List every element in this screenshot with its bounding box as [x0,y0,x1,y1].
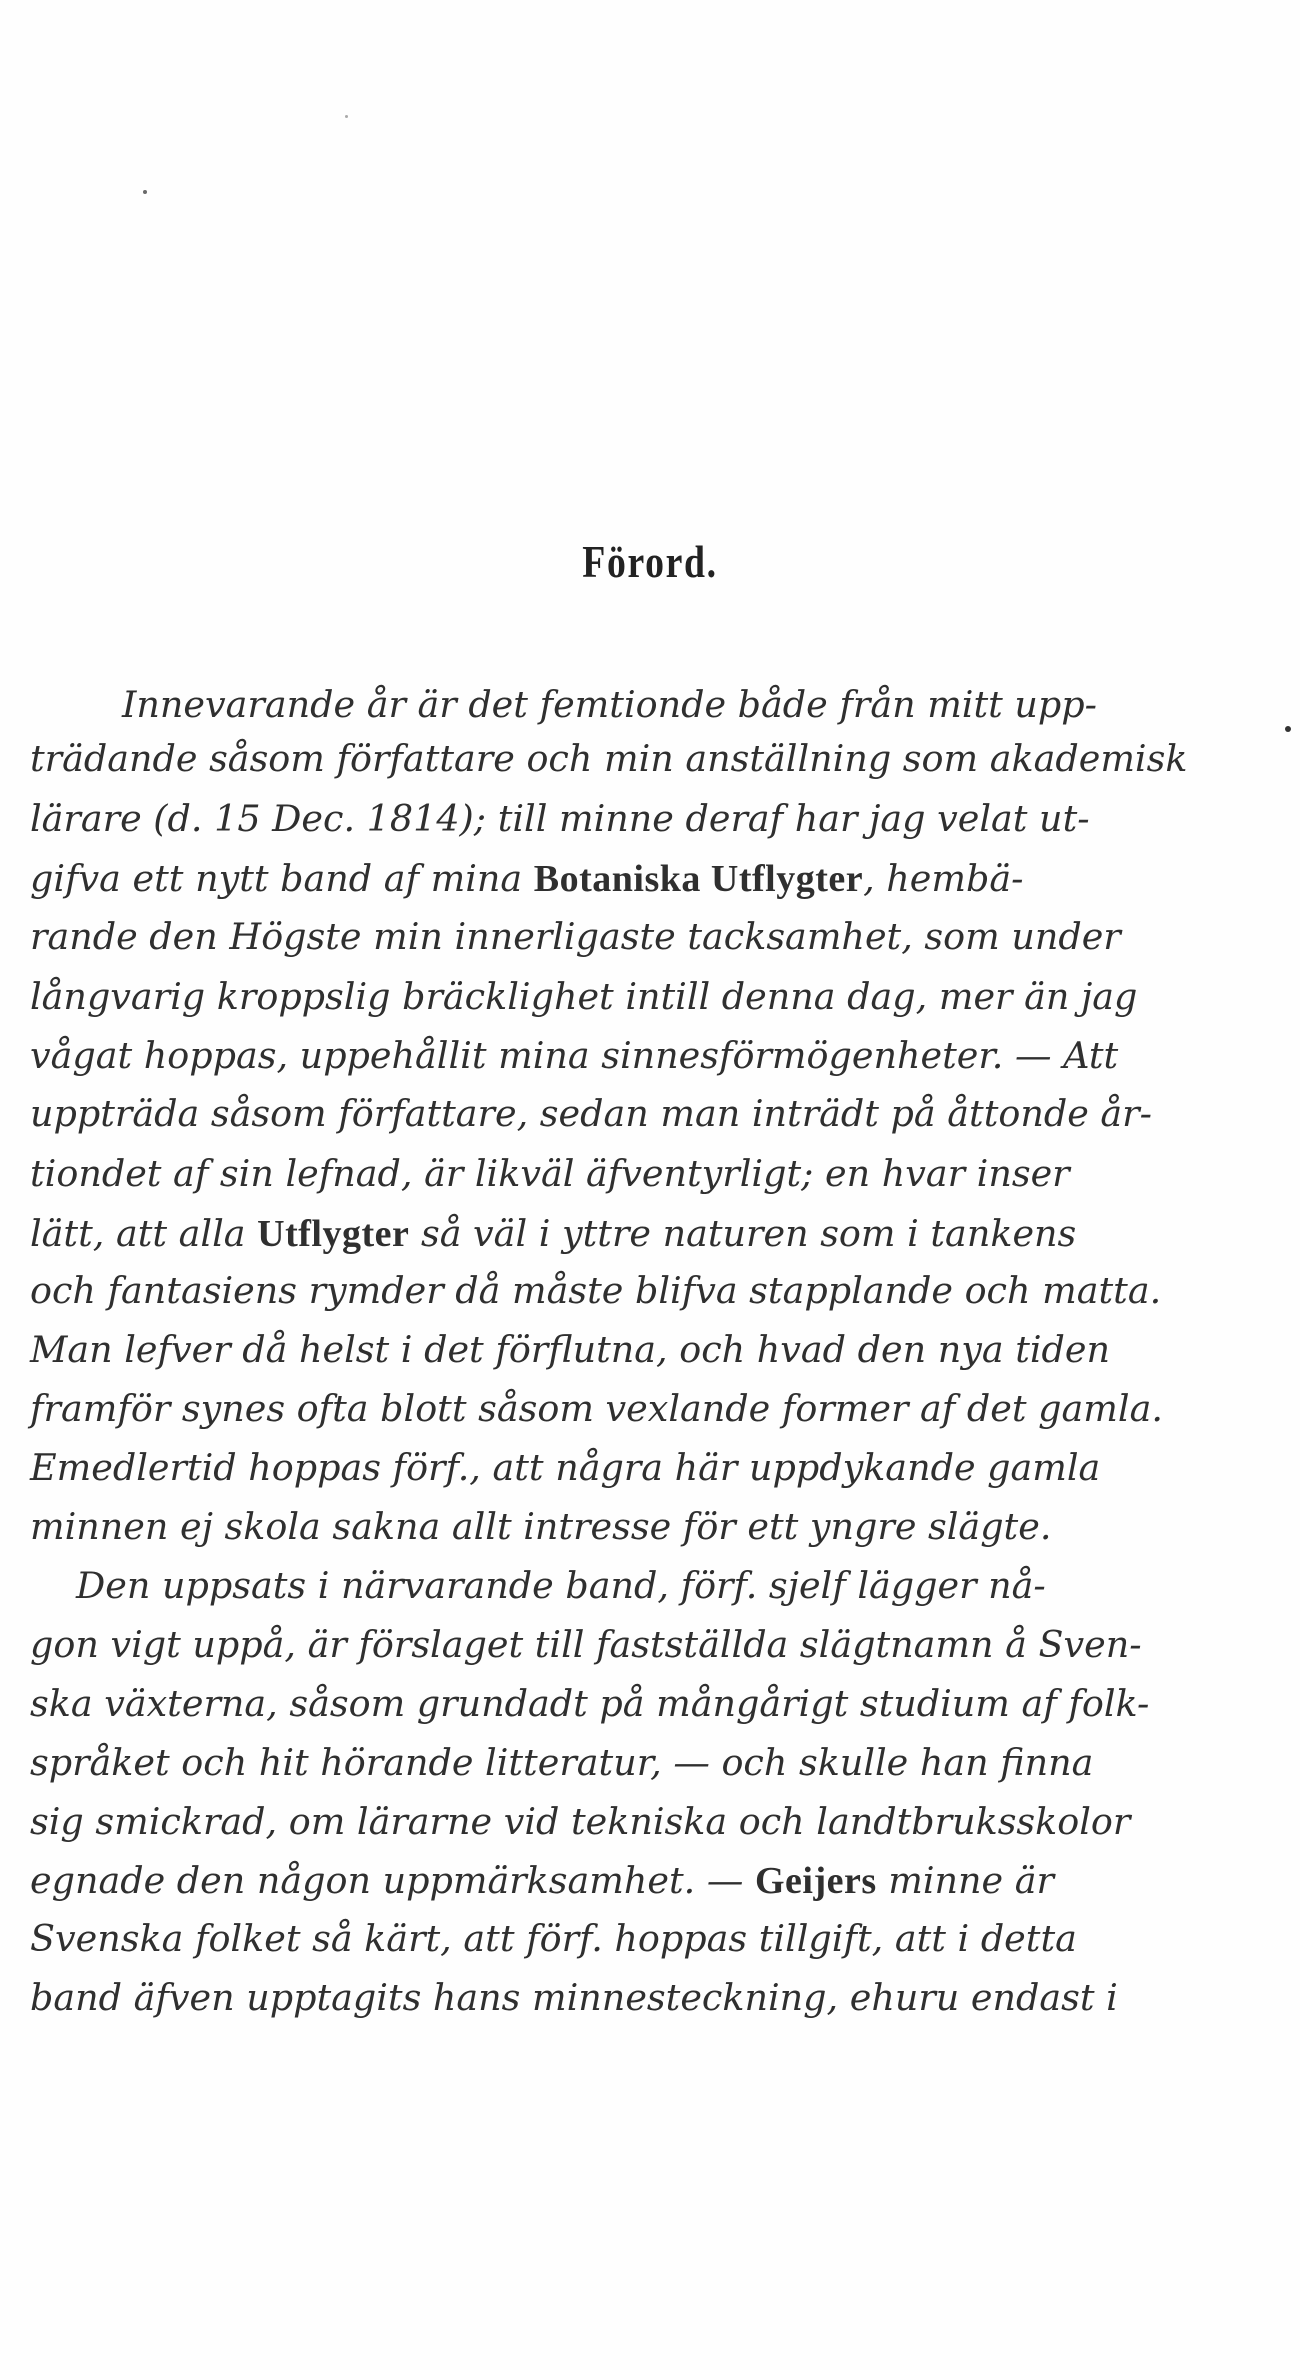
text-segment: , hembä- [863,857,1024,900]
text-line: Svenska folket så kärt, att förf. hoppas tillgift, att i detta [30,1917,1077,1960]
text-line: språket och hit hörande litteratur, — och skulle han finna [30,1741,1094,1784]
text-line: gon vigt uppå, är förslaget till fastställda slägtnamn å Sven- [30,1623,1142,1666]
text-segment: gifva ett nytt band af mina [30,857,534,900]
emphasis-word: Utflygter [257,1213,410,1255]
text-line: sig smickrad, om lärarne vid tekniska och landtbruksskolor [30,1800,1131,1843]
text-line: långvarig kroppslig bräcklighet intill denna dag, mer än jag [30,975,1138,1018]
text-line: framför synes ofta blott såsom vexlande former af det gamla. [30,1387,1163,1430]
text-line: Man lefver då helst i det förflutna, och hvad den nya tiden [30,1328,1111,1371]
emphasis-word: Geijers [754,1860,877,1902]
text-line: vågat hoppas, uppehållit mina sinnesförmögenheter. — Att [30,1034,1119,1077]
text-line: tiondet af sin lefnad, är likväl äfventyrligt; en hvar inser [30,1152,1070,1195]
book-title: Botaniska Utflygter [533,858,864,900]
text-line: Den uppsats i närvarande band, förf. sjelf lägger nå- [76,1564,1046,1607]
text-line [30,1859,1054,1902]
text-line [30,857,1024,900]
text-line: ska växterna, såsom grundadt på mångårigt studium af folk- [30,1682,1150,1725]
text-segment: egnade den någon uppmärksamhet. — [30,1859,755,1902]
page-heading: Förord. [582,536,718,587]
text-line: och fantasiens rymder då måste blifva stapplande och matta. [30,1269,1162,1312]
text-line: minnen ej skola sakna allt intresse för ett yngre slägte. [30,1505,1052,1548]
text-segment: lätt, att alla [30,1212,258,1255]
text-line: trädande såsom författare och min anställning som akademisk [30,737,1188,780]
text-line [30,1212,1077,1255]
text-line: uppträda såsom författare, sedan man inträdt på åttonde år- [30,1092,1152,1135]
text-segment: minne är [876,1859,1054,1902]
text-line: band äfven upptagits hans minnesteckning, ehuru endast i [30,1976,1118,2019]
text-segment: så väl i yttre naturen som i tankens [409,1212,1077,1255]
text-line: rande den Högste min innerligaste tacksamhet, som under [30,915,1121,958]
text-line: lärare (d. 15 Dec. 1814); till minne deraf har jag velat ut- [30,797,1090,840]
text-line: Emedlertid hoppas förf., att några här uppdykande gamla [30,1446,1101,1489]
text-line: Innevarande år är det femtionde både från mitt upp- [122,683,1097,726]
